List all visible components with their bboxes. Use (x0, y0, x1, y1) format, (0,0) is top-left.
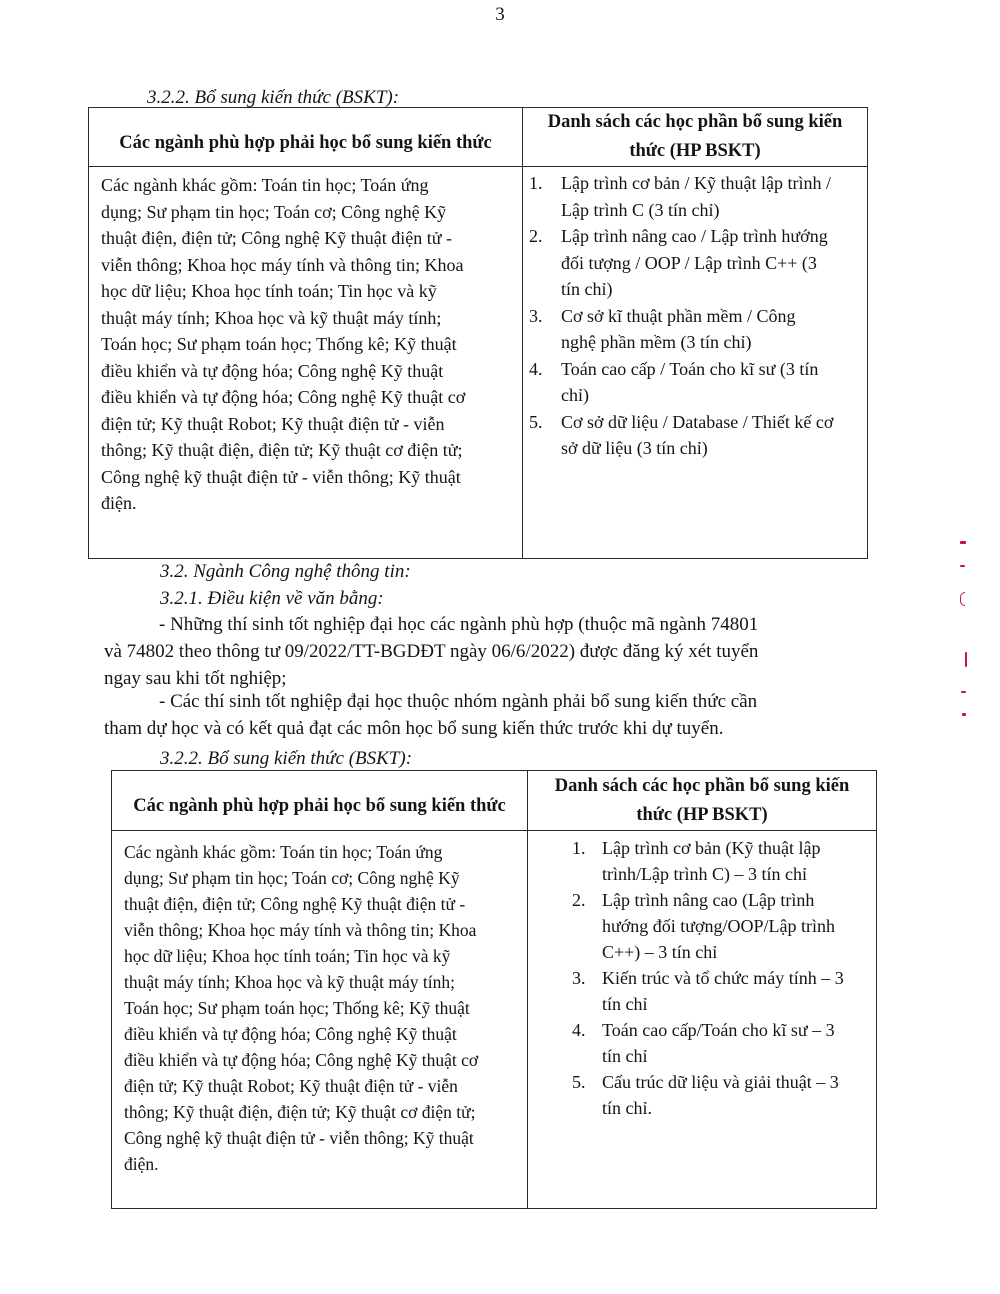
course-number: 4. (529, 358, 543, 379)
paragraph-line: - Các thí sinh tốt nghiệp đại học thuộc nhóm ngành phải bổ sung kiến thức cần (159, 691, 758, 712)
majors-list (89, 167, 522, 517)
header-courses-line-1: Danh sách các học phần bổ sung kiến (554, 775, 850, 796)
course-item (572, 887, 870, 965)
course-item (572, 835, 870, 887)
course-line: tín chỉ) (561, 279, 613, 299)
stamp-mark (960, 565, 965, 567)
section-heading-bskt-2: 3.2.2. Bổ sung kiến thức (BSKT): (160, 748, 413, 769)
majors-line: học dữ liệu; Khoa học tính toán; Tin học và kỹ (124, 946, 451, 966)
course-line: đối tượng / OOP / Lập trình C++ (3 (561, 252, 817, 273)
header-courses (528, 771, 877, 831)
course-line: tín chỉ (602, 994, 648, 1014)
course-item (572, 1069, 870, 1121)
majors-line: điều khiển và tự động hóa; Công nghệ Kỹ thuật (101, 360, 444, 381)
stamp-mark (961, 691, 966, 693)
header-courses-line-2: thức (HP BSKT) (636, 804, 768, 825)
header-majors-text: Các ngành phù hợp phải học bổ sung kiến thức (133, 796, 506, 816)
stamp-mark (960, 541, 966, 544)
majors-line: thuật máy tính; Khoa học và kỹ thuật máy tính; (101, 307, 442, 328)
majors-line: Các ngành khác gồm: Toán tin học; Toán ứng (101, 175, 429, 195)
course-number: 2. (572, 890, 586, 910)
stamp-mark (965, 652, 967, 667)
course-item (529, 356, 861, 409)
course-line: chỉ) (561, 385, 589, 405)
majors-line: thuật điện, điện tử; Công nghệ Kỹ thuật điện tử - (124, 894, 466, 914)
stamp-mark (960, 592, 965, 606)
majors-line: thông; Kỹ thuật điện, điện tử; Kỹ thuật cơ điện tử; (101, 440, 463, 460)
paragraph-line: - Những thí sinh tốt nghiệp đại học các ngành phù hợp (thuộc mã ngành 74801 (159, 614, 759, 635)
course-line: C++) – 3 tín chỉ (602, 942, 718, 962)
course-number: 3. (572, 968, 586, 988)
course-line: Kiến trúc và tổ chức máy tính – 3 (602, 968, 844, 988)
paragraph-eligible-graduates (104, 611, 758, 692)
majors-line: điều khiển và tự động hóa; Công nghệ Kỹ thuật (124, 1024, 457, 1044)
course-item (529, 223, 861, 303)
paragraph-line: ngay sau khi tốt nghiệp; (104, 668, 287, 689)
course-line: Lập trình cơ bản (Kỹ thuật lập (602, 838, 821, 858)
majors-line: Công nghệ kỹ thuật điện tử - viễn thông; Kỹ thuật (101, 466, 461, 487)
course-line: Cơ sở kĩ thuật phần mềm / Công (561, 305, 796, 326)
courses-list (528, 831, 876, 1121)
majors-line: viễn thông; Khoa học máy tính và thông tin; Khoa (124, 920, 477, 940)
header-majors-text: Các ngành phù hợp phải học bổ sung kiến thức (119, 132, 492, 153)
table-header-row (89, 108, 868, 167)
course-line: Lập trình C (3 tín chỉ) (561, 199, 720, 220)
course-number: 4. (572, 1020, 586, 1040)
courses-cell (523, 167, 868, 559)
course-line: nghệ phần mềm (3 tín chỉ) (561, 332, 752, 352)
majors-line: dụng; Sư phạm tin học; Toán cơ; Công nghệ Kỹ (101, 201, 447, 222)
course-number: 5. (529, 411, 543, 432)
paragraph-line: và 74802 theo thông tư 09/2022/TT-BGDĐT ngày 06/6/2022) được đăng ký xét tuyển (104, 641, 759, 662)
majors-line: điện. (124, 1154, 159, 1174)
majors-line: Toán học; Sư phạm toán học; Thống kê; Kỹ thuật (101, 334, 457, 354)
paragraph-line: tham dự học và có kết quả đạt các môn học bổ sung kiến thức trước khi dự tuyển. (104, 718, 724, 739)
course-item (572, 965, 870, 1017)
subheading-degree-conditions: 3.2.1. Điều kiện về văn bằng: (160, 588, 384, 609)
majors-line: học dữ liệu; Khoa học tính toán; Tin học và kỹ (101, 281, 437, 301)
course-line: Toán cao cấp/Toán cho kĩ sư – 3 (602, 1020, 835, 1040)
table-row (112, 831, 877, 1209)
course-line: tín chỉ. (602, 1098, 652, 1118)
stamp-mark (962, 713, 966, 716)
majors-line: thuật điện, điện tử; Công nghệ Kỹ thuật điện tử - (101, 228, 452, 248)
course-line: Lập trình nâng cao / Lập trình hướng (561, 226, 828, 246)
majors-line: Toán học; Sư phạm toán học; Thống kê; Kỹ thuật (124, 998, 470, 1018)
header-majors (89, 108, 523, 167)
header-courses-line-1: Danh sách các học phần bổ sung kiến (547, 112, 843, 132)
course-line: Cấu trúc dữ liệu và giải thuật – 3 (602, 1072, 839, 1092)
page-number: 3 (495, 4, 505, 25)
course-item (572, 1017, 870, 1069)
majors-line: điện tử; Kỹ thuật Robot; Kỹ thuật điện tử - viễn (124, 1076, 458, 1096)
section-heading-it: 3.2. Ngành Công nghệ thông tin: (160, 561, 411, 582)
course-line: Lập trình nâng cao (Lập trình (602, 890, 815, 910)
course-number: 5. (572, 1072, 586, 1092)
course-line: trình/Lập trình C) – 3 tín chỉ (602, 864, 807, 884)
header-majors (112, 771, 528, 831)
course-item (529, 409, 861, 462)
majors-list (112, 831, 527, 1177)
table-row (89, 167, 868, 559)
course-line: Lập trình cơ bản / Kỹ thuật lập trình / (561, 173, 831, 193)
course-line: sở dữ liệu (3 tín chỉ) (561, 438, 708, 458)
table-header-row (112, 771, 877, 831)
course-item (529, 303, 861, 356)
majors-line: Công nghệ kỹ thuật điện tử - viễn thông; Kỹ thuật (124, 1128, 474, 1148)
majors-line: điện tử; Kỹ thuật Robot; Kỹ thuật điện tử - viễn (101, 413, 445, 434)
paragraph-bskt-required (104, 688, 757, 742)
majors-cell (89, 167, 523, 559)
course-number: 3. (529, 305, 543, 326)
course-line: tín chỉ (602, 1046, 648, 1066)
course-number: 1. (572, 838, 586, 858)
majors-line: điện. (101, 493, 137, 513)
header-courses-line-2: thức (HP BSKT) (629, 141, 761, 161)
course-line: Toán cao cấp / Toán cho kĩ sư (3 tín (561, 358, 819, 379)
course-line: hướng đối tượng/OOP/Lập trình (602, 916, 836, 936)
section-heading-bskt-1: 3.2.2. Bổ sung kiến thức (BSKT): (147, 87, 400, 108)
courses-cell (528, 831, 877, 1209)
majors-line: điều khiển và tự động hóa; Công nghệ Kỹ thuật cơ (101, 387, 466, 407)
majors-line: thuật máy tính; Khoa học và kỹ thuật máy tính; (124, 972, 455, 992)
courses-list (523, 167, 867, 462)
course-line: Cơ sở dữ liệu / Database / Thiết kế cơ (561, 411, 834, 432)
majors-line: viễn thông; Khoa học máy tính và thông tin; Khoa (101, 254, 464, 275)
course-number: 1. (529, 173, 543, 193)
bskt-table-1 (88, 107, 868, 559)
majors-line: dụng; Sư phạm tin học; Toán cơ; Công nghệ Kỹ (124, 868, 460, 888)
header-courses (523, 108, 868, 167)
majors-line: điều khiển và tự động hóa; Công nghệ Kỹ thuật cơ (124, 1050, 479, 1070)
bskt-table-2 (111, 770, 877, 1209)
course-number: 2. (529, 226, 543, 246)
majors-line: thông; Kỹ thuật điện, điện tử; Kỹ thuật cơ điện tử; (124, 1102, 476, 1122)
course-item (529, 170, 861, 223)
majors-cell (112, 831, 528, 1209)
majors-line: Các ngành khác gồm: Toán tin học; Toán ứng (124, 842, 443, 862)
